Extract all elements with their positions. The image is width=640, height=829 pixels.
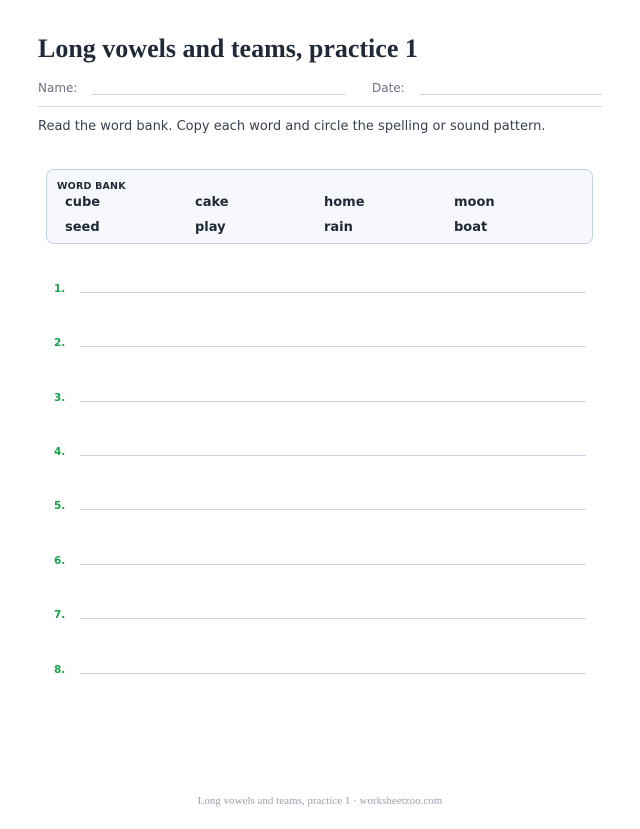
writing-line[interactable] [80, 401, 586, 402]
word-bank [46, 169, 593, 244]
word-bank-word: cube [65, 195, 101, 210]
name-label: Name: [38, 81, 78, 95]
word-bank-word: play [195, 220, 226, 235]
writing-line[interactable] [80, 509, 586, 510]
writing-line[interactable] [80, 673, 586, 674]
line-number: 4. [54, 446, 66, 458]
date-field[interactable] [419, 94, 602, 95]
page-title: Long vowels and teams, practice 1 [38, 34, 418, 63]
footer: Long vowels and teams, practice 1 · worksheetzoo.com [197, 795, 443, 807]
word-bank-word: rain [324, 220, 353, 235]
writing-line[interactable] [80, 346, 586, 347]
line-number: 6. [54, 555, 66, 567]
line-number: 5. [54, 500, 66, 512]
word-bank-word: moon [454, 195, 495, 210]
writing-line[interactable] [80, 564, 586, 565]
word-bank-word: seed [65, 220, 100, 235]
line-number: 2. [54, 337, 66, 349]
word-bank-word: boat [454, 220, 488, 235]
word-bank-word: cake [195, 195, 229, 210]
line-number: 1. [54, 283, 66, 295]
writing-line[interactable] [80, 292, 586, 293]
word-bank-label: WORD BANK [57, 181, 126, 192]
word-bank-word: home [324, 195, 365, 210]
instructions: Read the word bank. Copy each word and circle the spelling or sound pattern. [38, 119, 546, 134]
writing-line[interactable] [80, 618, 586, 619]
line-number: 8. [54, 664, 66, 676]
header-divider [38, 106, 602, 107]
line-number: 7. [54, 609, 66, 621]
line-number: 3. [54, 392, 66, 404]
name-field[interactable] [92, 94, 345, 95]
date-label: Date: [372, 81, 405, 95]
writing-line[interactable] [80, 455, 586, 456]
